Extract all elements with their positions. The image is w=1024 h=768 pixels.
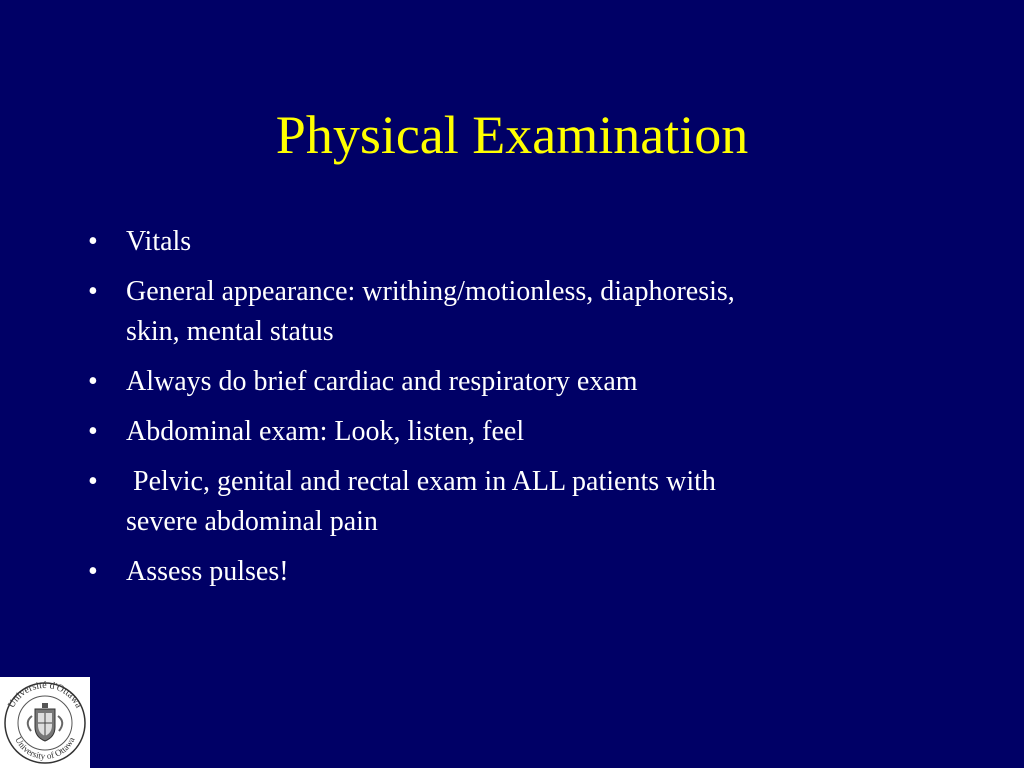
bullet-text: Abdominal exam: Look, listen, feel — [126, 416, 525, 447]
bullet-dot-icon: • — [88, 366, 98, 397]
bullet-dot-icon: • — [88, 416, 98, 447]
bullet-dot-icon: • — [88, 226, 98, 257]
slide-title: Physical Examination — [275, 105, 749, 165]
bullet-dot-icon: • — [88, 556, 98, 587]
svg-text:Université d'Ottawa: Université d'Ottawa — [6, 679, 85, 710]
bullet-dot-icon: • — [88, 276, 98, 307]
bullet-text: General appearance: writhing/motionless, diaphoresis, skin, mental status — [126, 276, 735, 347]
bullet-item — [88, 222, 888, 262]
bullet-list — [88, 222, 888, 602]
svg-text:University of Ottawa: University of Ottawa — [13, 735, 77, 762]
bullet-dot-icon: • — [88, 466, 98, 497]
bullet-text: Assess pulses! — [126, 556, 289, 587]
bullet-item — [88, 412, 888, 452]
bullet-item — [88, 462, 888, 542]
bullet-item — [88, 272, 888, 352]
bullet-text: Vitals — [126, 226, 192, 257]
bullet-text: Pelvic, genital and rectal exam in ALL patients with severe abdominal pain — [126, 466, 716, 537]
bullet-item — [88, 362, 888, 402]
bullet-text: Always do brief cardiac and respiratory exam — [126, 366, 638, 397]
bullet-item — [88, 552, 888, 592]
university-seal-logo — [0, 677, 90, 768]
seal-icon — [0, 677, 90, 768]
